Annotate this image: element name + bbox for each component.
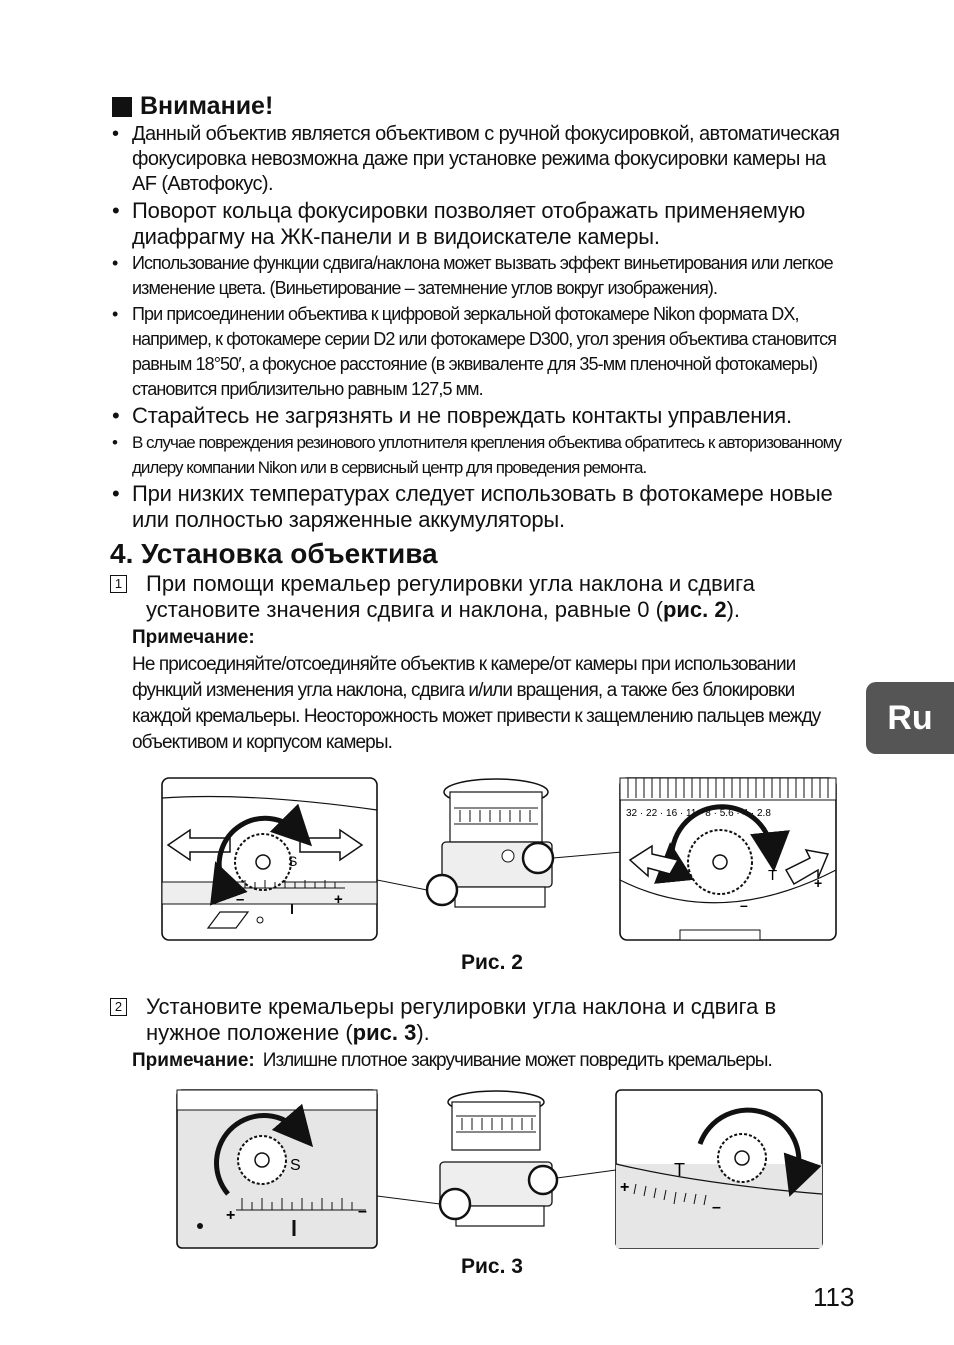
plus-label: + xyxy=(334,891,343,908)
minus-label: – xyxy=(740,897,748,913)
step-text: Установите кремальеры регулировки угла наклона и сдвига в нужное положение (рис. 3). xyxy=(146,994,777,1045)
plus-label: + xyxy=(226,1207,236,1224)
caution-item: • При присоединении объектива к цифровой зеркальной фотокамере Nikon формата DX, например, к фотокамере серии D2 или фотокамере D300, угол зрения объектива становится равным 18°50′, а фокусное расстояние (в эквиваленте для 35-мм пленочной фотокамеры) становится приблизительно равным 127,5 мм. xyxy=(112,302,847,402)
square-bullet-icon xyxy=(112,97,132,117)
tilt-knob-panel xyxy=(616,1090,822,1248)
section-title: 4. Установка объектива xyxy=(110,538,438,569)
minus-label: – xyxy=(712,1199,721,1216)
caution-item: • Использование функции сдвига/наклона может вызвать эффект виньетирования или легкое изменение цвета. (Виньетирование – затемнение углов вокруг изображения). xyxy=(112,251,847,301)
note-label: Примечание: xyxy=(132,627,255,648)
plus-label: + xyxy=(620,1179,630,1196)
step-number-box: 2 xyxy=(110,998,127,1016)
tilt-knob-panel xyxy=(620,778,836,940)
caution-item: • В случае повреждения резинового уплотнителя крепления объектива обратитесь к авторизованному дилеру компании Nikon или в сервисный центр для проведения ремонта. xyxy=(112,430,847,480)
caution-item: • Старайтесь не загрязнять и не повреждать контакты управления. xyxy=(112,403,847,429)
step-1 xyxy=(110,571,850,623)
figure-reference: рис. 3 xyxy=(352,1020,417,1045)
language-tab: Ru xyxy=(866,682,954,754)
figure-reference: рис. 2 xyxy=(662,597,727,622)
caution-item: • Данный объектив является объективом с ручной фокусировкой, автоматическая фокусировка невозможна даже при установке режима фокусировки камеры на AF (Автофокус). xyxy=(112,122,847,197)
shift-mark-label: S xyxy=(290,1157,301,1174)
plus-label: + xyxy=(814,875,823,891)
lens-illustration xyxy=(377,1091,616,1226)
caution-heading xyxy=(112,92,273,121)
shift-knob-panel xyxy=(177,1090,377,1248)
aperture-scale-label: 32 · 22 · 16 · 11 · 8 · 5.6 · 4 · 2.8 xyxy=(626,808,771,819)
note-inline xyxy=(132,1050,772,1072)
figure-3 xyxy=(0,1084,954,1254)
shift-mark-label: S xyxy=(288,853,298,869)
figure-2-caption: Рис. 2 xyxy=(461,951,523,974)
figure-2 xyxy=(0,770,954,970)
step-2 xyxy=(110,994,850,1046)
figure-3-caption: Рис. 3 xyxy=(461,1255,523,1278)
step-number-box: 1 xyxy=(110,575,127,593)
minus-label: – xyxy=(358,1203,367,1220)
note-label: Примечание: xyxy=(132,1050,255,1071)
caution-list xyxy=(112,122,847,534)
caution-title-text: Внимание! xyxy=(140,92,274,120)
tilt-mark-label: T xyxy=(674,1160,685,1180)
caution-item: • При низких температурах следует использовать в фотокамере новые или полностью заряженные аккумуляторы. xyxy=(112,481,847,533)
shift-knob-panel xyxy=(162,778,377,940)
tilt-mark-label: T xyxy=(768,867,778,884)
lens-illustration xyxy=(377,779,622,907)
step-text: При помощи кремальер регулировки угла наклона и сдвига установите значения сдвига и наклона, равные 0 (рис. 2). xyxy=(146,571,755,622)
page-number: 113 xyxy=(813,1282,855,1312)
note-text: Излишне плотное закручивание может повредить кремальеры. xyxy=(262,1050,772,1071)
caution-item: • Поворот кольца фокусировки позволяет отображать применяемую диафрагму на ЖК-панели и в видоискателе камеры. xyxy=(112,198,847,250)
note-text: Не присоединяйте/отсоединяйте объектив к камере/от камеры при использовании функций изменения угла наклона, сдвига и/или вращения, а также без блокировки каждой кремальеры. Неосторожность может привести к защемлению пальцев между объективом и корпусом камеры. xyxy=(132,654,821,753)
minus-label: – xyxy=(236,891,245,908)
